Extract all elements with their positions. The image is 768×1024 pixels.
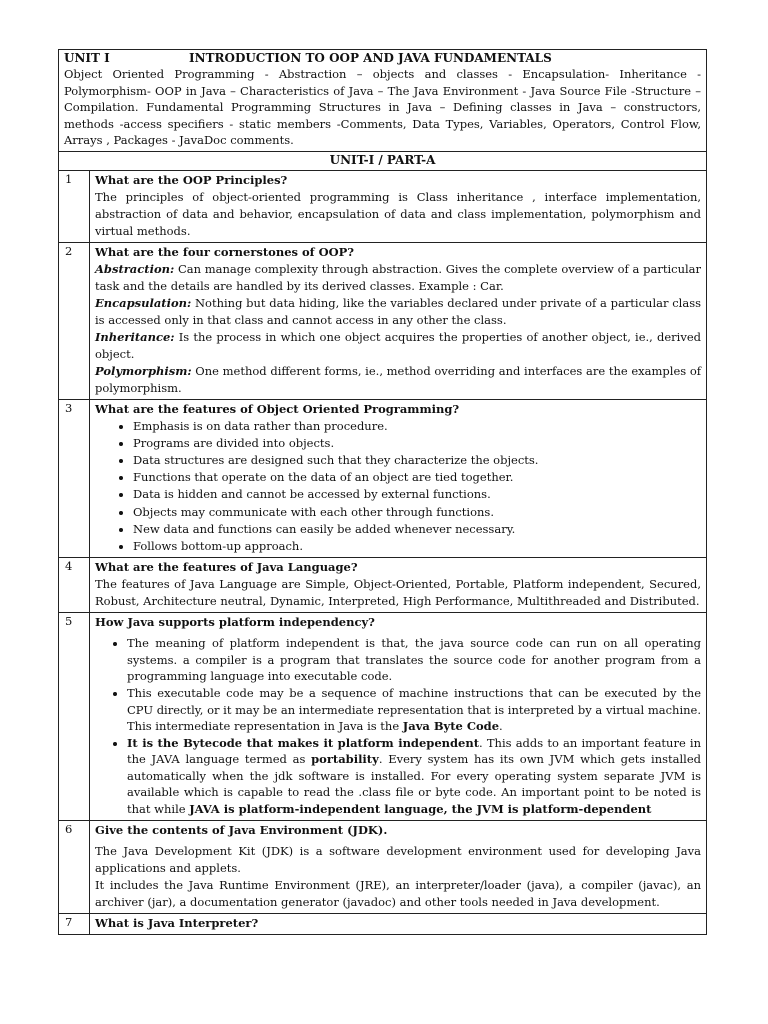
- unit-heading: [64, 51, 701, 66]
- list-item: [127, 735, 701, 818]
- question-row-2: [59, 242, 707, 399]
- question-text: What are the features of Java Language?: [95, 560, 358, 575]
- question-number: 1: [59, 170, 90, 242]
- question-row-1: [59, 170, 707, 242]
- question-row-3: [59, 399, 707, 558]
- bullet-text: . Every system has its own JVM which gets installed automatically when the jdk software is installed. For every operating system separate JVM is available which is capable to read the .class file or byte code. An important point to be noted is that while: [127, 752, 702, 817]
- question-number: 7: [59, 913, 90, 934]
- list-item: • Emphasis is on data rather than procedure.: [133, 418, 701, 435]
- answer-text: The principles of object-oriented programming is Class inheritance , interface implementation, abstraction of data and behavior, encapsulation of data and class implementation, polymorphism and virtual methods.: [95, 189, 702, 238]
- unit-label: UNIT I: [64, 51, 110, 65]
- question-text: What are the features of Object Oriented Programming?: [95, 401, 460, 416]
- encapsulation-term: Encapsulation:: [95, 295, 192, 310]
- list-item: • Programs are divided into objects.: [133, 435, 701, 452]
- question-content: [90, 613, 707, 821]
- inheritance-paragraph: [95, 329, 701, 363]
- unit-title: INTRODUCTION TO OOP AND JAVA FUNDAMENTALS: [189, 51, 552, 65]
- list-item: • Follows bottom-up approach.: [133, 538, 701, 555]
- list-item: • Data structures are designed such that they characterize the objects.: [133, 452, 701, 469]
- list-item: • New data and functions can easily be added whenever necessary.: [133, 521, 701, 538]
- question-text: What are the OOP Principles?: [95, 172, 288, 187]
- abstraction-term: Abstraction:: [95, 261, 175, 276]
- bytecode-statement: It is the Bytecode that makes it platform independent: [127, 735, 480, 750]
- list-item: • Data is hidden and cannot be accessed by external functions.: [133, 486, 701, 503]
- inheritance-text: Is the process in which one object acquires the properties of another object, ie., derived object.: [95, 329, 702, 361]
- question-number: 4: [59, 558, 90, 613]
- part-header: UNIT-I / PART-A: [59, 151, 707, 170]
- question-content: [90, 242, 707, 399]
- question-row-4: [59, 558, 707, 613]
- question-row-5: [59, 613, 707, 821]
- portability-term: portability: [311, 752, 379, 767]
- java-byte-code-term: Java Byte Code: [402, 719, 500, 734]
- unit-syllabus: Object Oriented Programming - Abstraction – objects and classes - Encapsulation- Inheritance - Polymorphism- OOP in Java – Characteristics of Java – The Java Environment - Java Source File -Structure – Compilation. Fundamental Programming Structures in Java – Defining classes in Java – constructors, methods -access specifiers - static members -Comments, Data Types, Variables, Operators, Control Flow, Arrays , Packages - JavaDoc comments.: [64, 67, 702, 147]
- unit-header-row: [59, 50, 707, 152]
- question-row-6: [59, 820, 707, 913]
- question-text: What is Java Interpreter?: [95, 915, 259, 930]
- list-item: • Functions that operate on the data of an object are tied together.: [133, 469, 701, 486]
- unit-header-cell: [59, 50, 707, 152]
- question-text: What are the four cornerstones of OOP?: [95, 244, 355, 259]
- question-number: 2: [59, 242, 90, 399]
- inheritance-term: Inheritance:: [95, 329, 175, 344]
- list-item: • Objects may communicate with each other through functions.: [133, 504, 701, 521]
- question-number: 5: [59, 613, 90, 821]
- answer-paragraph: It includes the Java Runtime Environment (JRE), an interpreter/loader (java), a compiler (javac), an archiver (jar), a documentation generator (javadoc) and other tools needed in Java development.: [95, 877, 702, 909]
- features-list: [95, 418, 701, 556]
- jvm-statement: JAVA is platform-independent language, the JVM is platform-dependent: [189, 802, 652, 817]
- question-content: [90, 170, 707, 242]
- part-header-row: [59, 151, 707, 170]
- answer-paragraph: The Java Development Kit (JDK) is a software development environment used for developing Java applications and applets.: [95, 843, 702, 875]
- question-content: [90, 399, 707, 558]
- question-bank-table: [58, 49, 707, 935]
- question-content: [90, 558, 707, 613]
- question-text: How Java supports platform independency?: [95, 615, 375, 630]
- question-number: 3: [59, 399, 90, 558]
- question-text: Give the contents of Java Environment (JDK).: [95, 822, 388, 837]
- list-item: [127, 685, 701, 735]
- question-content: [90, 913, 707, 934]
- question-content: [90, 820, 707, 913]
- abstraction-text: Can manage complexity through abstraction. Gives the complete overview of a particular task and the details are handled by its derived classes. Example : Car.: [95, 261, 702, 293]
- platform-independency-list: [95, 635, 701, 818]
- list-item: • The meaning of platform independent is that, the java source code can run on all operating systems. a compiler is a program that translates the source code for another program from a programming language into executable code.: [127, 635, 701, 685]
- abstraction-paragraph: [95, 261, 701, 295]
- encapsulation-text: Nothing but data hiding, like the variables declared under private of a particular class is accessed only in that class and cannot access in any other the class.: [95, 295, 702, 327]
- answer-text: The features of Java Language are Simple, Object-Oriented, Portable, Platform independent, Secured, Robust, Architecture neutral, Dynamic, Interpreted, High Performance, Multithreaded and Distributed.: [95, 577, 702, 609]
- polymorphism-term: Polymorphism:: [95, 363, 192, 378]
- polymorphism-text: One method different forms, ie., method overriding and interfaces are the examples of polymorphism.: [95, 363, 702, 395]
- question-number: 6: [59, 820, 90, 913]
- bullet-text: . This adds to an important feature in the JAVA language termed as: [127, 735, 702, 767]
- encapsulation-paragraph: [95, 295, 701, 329]
- bullet-text: This executable code may be a sequence of machine instructions that can be executed by the CPU directly, or it may be an intermediate representation that is interpreted by a virtual machine. This intermediate representation in Java is the: [127, 685, 702, 734]
- question-row-7: [59, 913, 707, 934]
- bullet-end: .: [499, 719, 503, 734]
- question-bank-document: [58, 49, 706, 935]
- polymorphism-paragraph: [95, 363, 701, 397]
